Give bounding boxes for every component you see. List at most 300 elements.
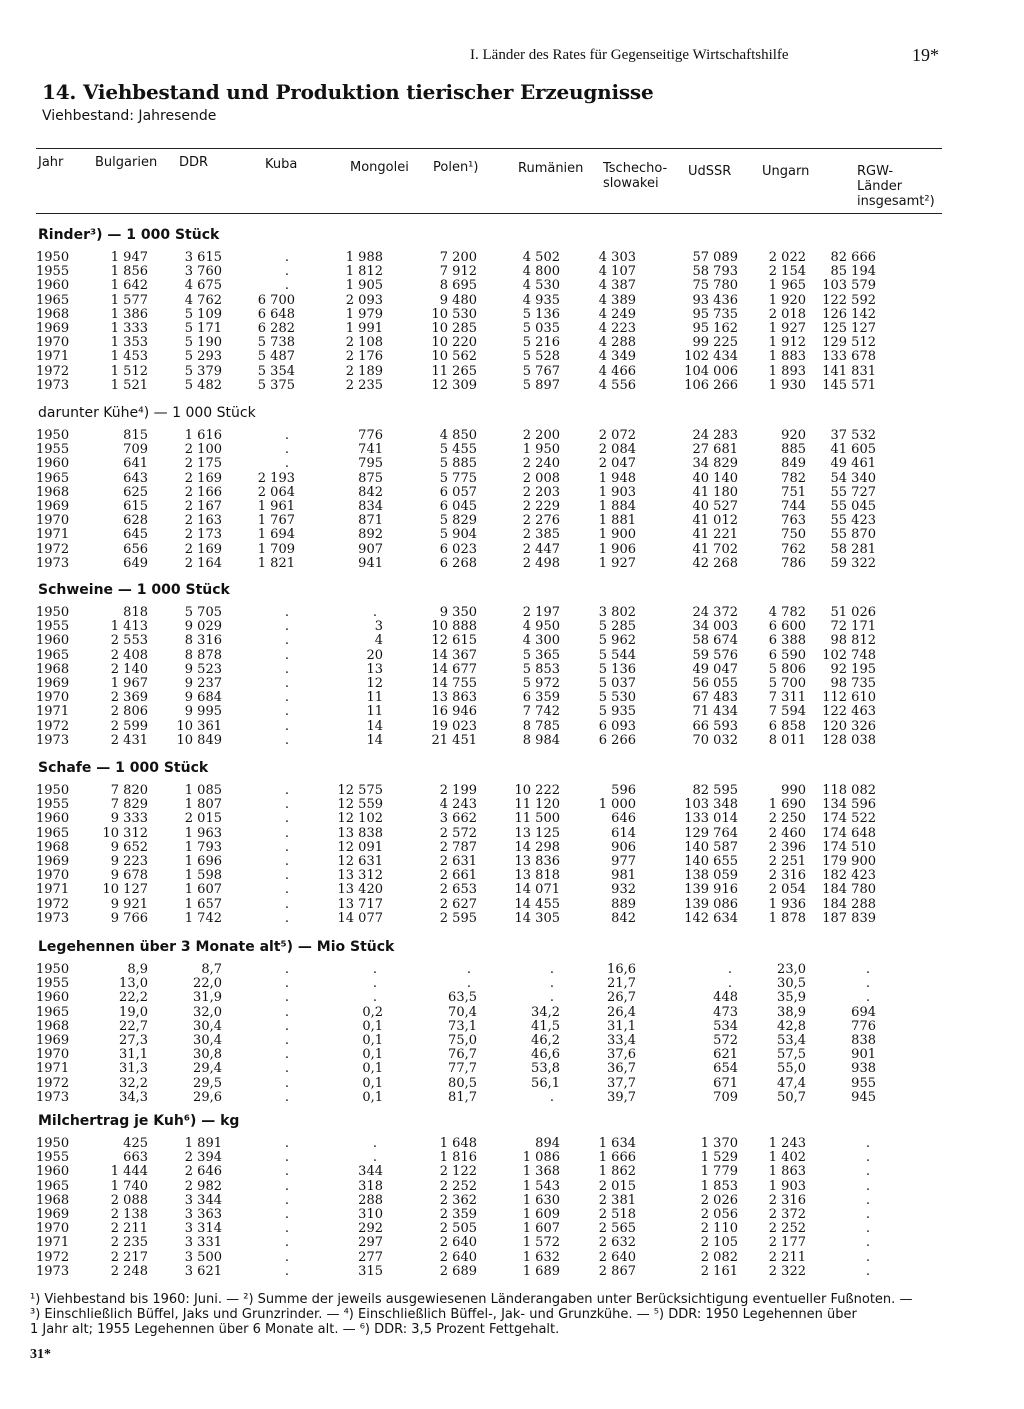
table-row	[0, 649, 1024, 663]
value-cell: 889	[611, 896, 636, 912]
value-cell: 795	[358, 456, 383, 472]
value-cell: 2 100	[184, 442, 222, 458]
year-cell: 1968	[36, 1018, 70, 1034]
value-cell: 2 359	[439, 1207, 477, 1222]
year-cell: 1968	[36, 839, 70, 855]
value-cell: 315	[358, 1263, 383, 1279]
value-cell: 2 173	[184, 527, 222, 543]
year-cell: 1973	[36, 555, 70, 571]
value-cell: .	[284, 619, 289, 635]
value-cell: 907	[358, 541, 383, 557]
value-cell: 0,1	[362, 1047, 383, 1063]
value-cell: 34 003	[692, 619, 738, 635]
year-cell: 1972	[36, 1249, 70, 1265]
value-cell: .	[284, 1164, 289, 1180]
value-cell: 318	[358, 1178, 383, 1194]
value-cell: 625	[123, 484, 148, 500]
value-cell: 1 086	[522, 1150, 560, 1166]
year-cell: 1971	[36, 349, 70, 365]
page-number: 19*	[912, 45, 939, 65]
value-cell: 2 026	[700, 1192, 738, 1208]
table-row	[0, 308, 1024, 322]
value-cell: 1 353	[110, 335, 148, 351]
value-cell: 37,6	[607, 1047, 636, 1063]
table-row	[0, 827, 1024, 841]
value-cell: 990	[781, 783, 806, 798]
year-cell: 1960	[36, 633, 70, 649]
column-header: Bulgarien	[95, 155, 158, 170]
value-cell: 55 870	[830, 527, 876, 543]
value-cell: .	[284, 1136, 289, 1151]
section-title: Rinder³) — 1 000 Stück	[38, 227, 220, 243]
table-row	[0, 1180, 1024, 1194]
value-cell: 2 787	[439, 839, 477, 855]
value-cell: 16,6	[607, 962, 636, 977]
value-cell: 2 599	[110, 718, 148, 734]
value-cell: 641	[123, 456, 148, 472]
value-cell: 614	[611, 825, 636, 841]
value-cell: .	[466, 962, 471, 977]
value-cell: 12 309	[431, 377, 477, 393]
value-cell: 2 199	[439, 783, 477, 798]
value-cell: 55,0	[777, 1061, 806, 1077]
value-cell: .	[284, 1249, 289, 1265]
value-cell: 76,7	[448, 1047, 477, 1063]
year-cell: 1950	[36, 783, 70, 798]
value-cell: 297	[358, 1235, 383, 1251]
value-cell: 29,5	[193, 1075, 222, 1091]
value-cell: 12	[366, 676, 383, 691]
table-row	[0, 1222, 1024, 1236]
value-cell: 1 965	[768, 278, 806, 294]
value-cell: 11	[366, 690, 383, 706]
value-cell: .	[284, 661, 289, 677]
value-cell: 140 587	[684, 839, 738, 855]
value-cell: 4 850	[439, 428, 477, 443]
value-cell: 32,2	[119, 1075, 148, 1091]
value-cell: 663	[123, 1150, 148, 1166]
value-cell: 1 930	[768, 377, 806, 393]
value-cell: 5 487	[257, 349, 295, 365]
value-cell: 141 831	[822, 363, 876, 379]
table-row	[0, 472, 1024, 486]
value-cell: 2 140	[110, 661, 148, 677]
table-row	[0, 251, 1024, 265]
column-header: RGW- Länder insgesamt²)	[857, 164, 935, 209]
value-cell: 2 631	[439, 854, 477, 869]
value-cell: 34 829	[692, 456, 738, 472]
value-cell: 0,1	[362, 1018, 383, 1034]
value-cell: 9 995	[184, 704, 222, 720]
value-cell: 184 288	[822, 896, 876, 912]
value-cell: .	[284, 676, 289, 691]
value-cell: .	[284, 962, 289, 977]
table-row	[0, 429, 1024, 443]
value-cell: 1 413	[110, 619, 148, 635]
value-cell: 11 120	[514, 797, 560, 813]
value-cell: .	[865, 990, 870, 1006]
table-row	[0, 350, 1024, 364]
year-cell: 1965	[36, 647, 70, 663]
value-cell: .	[865, 976, 870, 992]
table-row	[0, 784, 1024, 798]
value-cell: 174 522	[822, 811, 876, 827]
value-cell: 5 935	[598, 704, 636, 720]
value-cell: 1 862	[598, 1164, 636, 1180]
value-cell: 4 288	[598, 335, 636, 351]
value-cell: 645	[123, 527, 148, 543]
value-cell: 901	[851, 1047, 876, 1063]
header-top-rule	[36, 148, 942, 149]
value-cell: 2 197	[522, 605, 560, 620]
value-cell: 139 086	[684, 896, 738, 912]
year-cell: 1955	[36, 619, 70, 635]
value-cell: 26,4	[607, 1004, 636, 1020]
value-cell: 2 394	[184, 1150, 222, 1166]
year-cell: 1972	[36, 363, 70, 379]
table-row	[0, 1048, 1024, 1062]
value-cell: 138 059	[684, 868, 738, 884]
value-cell: 448	[713, 990, 738, 1006]
year-cell: 1969	[36, 676, 70, 691]
value-cell: 73,1	[448, 1018, 477, 1034]
value-cell: 10 285	[431, 321, 477, 336]
value-cell: 4 303	[598, 250, 636, 265]
value-cell: 5 190	[184, 335, 222, 351]
value-cell: 14 755	[431, 676, 477, 691]
value-cell: 2 806	[110, 704, 148, 720]
value-cell: 2 646	[184, 1164, 222, 1180]
value-cell: 35,9	[777, 990, 806, 1006]
value-cell: 8 695	[439, 278, 477, 294]
value-cell: 10 361	[176, 718, 222, 734]
year-cell: 1968	[36, 1192, 70, 1208]
value-cell: 6 023	[439, 541, 477, 557]
value-cell: 118 082	[822, 783, 876, 798]
value-cell: 649	[123, 555, 148, 571]
value-cell: 0,1	[362, 1033, 383, 1048]
value-cell: 1 961	[257, 499, 295, 514]
value-cell: 41,5	[531, 1018, 560, 1034]
value-cell: .	[284, 1150, 289, 1166]
value-cell: 842	[611, 910, 636, 926]
year-cell: 1972	[36, 718, 70, 734]
value-cell: 5 829	[439, 513, 477, 529]
value-cell: 145 571	[822, 377, 876, 393]
value-cell: 1 947	[110, 250, 148, 265]
year-cell: 1955	[36, 264, 70, 280]
value-cell: 621	[713, 1047, 738, 1063]
value-cell: 102 748	[822, 647, 876, 663]
value-cell: 6 858	[768, 718, 806, 734]
value-cell: 3 500	[184, 1249, 222, 1265]
value-cell: 1 085	[184, 783, 222, 798]
value-cell: 16 946	[431, 704, 477, 720]
section-title: Schweine — 1 000 Stück	[38, 582, 230, 598]
table-row	[0, 500, 1024, 514]
value-cell: 834	[358, 499, 383, 514]
value-cell: 0,1	[362, 1075, 383, 1091]
value-cell: 1 709	[257, 541, 295, 557]
value-cell: 1 881	[598, 513, 636, 529]
value-cell: 2 064	[257, 484, 295, 500]
value-cell: 344	[358, 1164, 383, 1180]
value-cell: 8 316	[184, 633, 222, 649]
value-cell: 27,3	[119, 1033, 148, 1048]
value-cell: 57 089	[692, 250, 738, 265]
value-cell: 13 818	[514, 868, 560, 884]
value-cell: 11 265	[431, 363, 477, 379]
value-cell: 1 948	[598, 470, 636, 486]
table-row	[0, 912, 1024, 926]
value-cell: 2 640	[598, 1249, 636, 1265]
value-cell: 98 735	[830, 676, 876, 691]
value-cell: 31,3	[119, 1061, 148, 1077]
value-cell: 906	[611, 839, 636, 855]
value-cell: 0,2	[362, 1004, 383, 1020]
value-cell: .	[372, 1150, 377, 1166]
table-row	[0, 869, 1024, 883]
year-cell: 1968	[36, 661, 70, 677]
value-cell: 288	[358, 1192, 383, 1208]
value-cell: 2 867	[598, 1263, 636, 1279]
value-cell: 1 979	[345, 306, 383, 322]
value-cell: 671	[713, 1075, 738, 1091]
value-cell: 2 252	[768, 1221, 806, 1237]
value-cell: 12 559	[337, 797, 383, 813]
value-cell: 4 556	[598, 377, 636, 393]
value-cell: .	[284, 1178, 289, 1194]
value-cell: 42 268	[692, 555, 738, 571]
value-cell: 14 298	[514, 839, 560, 855]
table-row	[0, 379, 1024, 393]
value-cell: 2 211	[768, 1249, 806, 1265]
year-cell: 1960	[36, 1164, 70, 1180]
value-cell: 10 220	[431, 335, 477, 351]
value-cell: 23,0	[777, 962, 806, 977]
value-cell: 2 193	[257, 470, 295, 486]
value-cell: 2 088	[110, 1192, 148, 1208]
value-cell: 2 177	[768, 1235, 806, 1251]
year-cell: 1971	[36, 704, 70, 720]
value-cell: 102 434	[684, 349, 738, 365]
table-row	[0, 528, 1024, 542]
value-cell: 815	[123, 428, 148, 443]
value-cell: 75 780	[692, 278, 738, 294]
value-cell: 42,8	[777, 1018, 806, 1034]
value-cell: 66 593	[692, 718, 738, 734]
value-cell: 10 222	[514, 783, 560, 798]
value-cell: .	[284, 839, 289, 855]
table-row	[0, 1194, 1024, 1208]
year-cell: 1960	[36, 456, 70, 472]
value-cell: 2 248	[110, 1263, 148, 1279]
value-cell: 31,1	[119, 1047, 148, 1063]
value-cell: 2 167	[184, 499, 222, 514]
value-cell: 4 782	[768, 605, 806, 620]
value-cell: 2 498	[522, 555, 560, 571]
value-cell: 2 640	[439, 1249, 477, 1265]
value-cell: 19,0	[119, 1004, 148, 1020]
value-cell: 2 381	[598, 1192, 636, 1208]
value-cell: .	[865, 1249, 870, 1265]
value-cell: 12 575	[337, 783, 383, 798]
value-cell: 1 884	[598, 499, 636, 514]
value-cell: 8,9	[127, 962, 148, 977]
value-cell: 120 326	[822, 718, 876, 734]
table-row	[0, 486, 1024, 500]
section-title: Schafe — 1 000 Stück	[38, 760, 209, 776]
value-cell: 2 276	[522, 513, 560, 529]
value-cell: .	[284, 797, 289, 813]
year-cell: 1969	[36, 499, 70, 514]
value-cell: 894	[535, 1136, 560, 1151]
value-cell: 10 888	[431, 619, 477, 635]
year-cell: 1973	[36, 1089, 70, 1105]
value-cell: 955	[851, 1075, 876, 1091]
value-cell: 31,1	[607, 1018, 636, 1034]
value-cell: 174 510	[822, 839, 876, 855]
value-cell: .	[284, 250, 289, 265]
value-cell: 5 530	[598, 690, 636, 706]
value-cell: 10 127	[102, 882, 148, 898]
value-cell: 5 216	[522, 335, 560, 351]
value-cell: .	[284, 910, 289, 926]
value-cell: 4 935	[522, 292, 560, 308]
year-cell: 1970	[36, 868, 70, 884]
value-cell: 7 311	[768, 690, 806, 706]
value-cell: 10 562	[431, 349, 477, 365]
value-cell: 2 189	[345, 363, 383, 379]
table-row	[0, 1165, 1024, 1179]
footnote-line: ³) Einschließlich Büffel, Jaks und Grunzrinder. — ⁴) Einschließlich Büffel-, Jak- und Grunzkühe. — ⁵) DDR: 1950 Legehennen über	[30, 1307, 857, 1322]
value-cell: .	[865, 962, 870, 977]
value-cell: 47,4	[777, 1075, 806, 1091]
value-cell: 30,4	[193, 1033, 222, 1048]
value-cell: 818	[123, 605, 148, 620]
value-cell: 41 605	[830, 442, 876, 458]
value-cell: 1 779	[700, 1164, 738, 1180]
value-cell: 9 223	[110, 854, 148, 869]
value-cell: 12 102	[337, 811, 383, 827]
value-cell: 2 082	[700, 1249, 738, 1265]
value-cell: .	[284, 647, 289, 663]
value-cell: 5 806	[768, 661, 806, 677]
value-cell: 1 821	[257, 555, 295, 571]
value-cell: .	[284, 976, 289, 992]
value-cell: 6 057	[439, 484, 477, 500]
value-cell: 2 595	[439, 910, 477, 926]
value-cell: .	[284, 783, 289, 798]
value-cell: 2 203	[522, 484, 560, 500]
value-cell: 2 362	[439, 1192, 477, 1208]
value-cell: 2 122	[439, 1164, 477, 1180]
value-cell: 709	[123, 442, 148, 458]
value-cell: 1 386	[110, 306, 148, 322]
value-cell: 885	[781, 442, 806, 458]
value-cell: 2 251	[768, 854, 806, 869]
year-cell: 1971	[36, 1061, 70, 1077]
value-cell: 1 878	[768, 910, 806, 926]
value-cell: 19 023	[431, 718, 477, 734]
value-cell: .	[284, 605, 289, 620]
table-row	[0, 898, 1024, 912]
value-cell: 1 856	[110, 264, 148, 280]
value-cell: 6 045	[439, 499, 477, 514]
value-cell: 871	[358, 513, 383, 529]
year-cell: 1965	[36, 1004, 70, 1020]
year-cell: 1950	[36, 962, 70, 977]
value-cell: .	[284, 264, 289, 280]
value-cell: 5 375	[257, 377, 295, 393]
table-row	[0, 634, 1024, 648]
value-cell: 2 408	[110, 647, 148, 663]
value-cell: .	[466, 976, 471, 992]
footnote-line: 1 Jahr alt; 1955 Legehennen über 6 Monate alt. — ⁶) DDR: 3,5 Prozent Fettgehalt.	[30, 1322, 560, 1337]
value-cell: 3 802	[598, 605, 636, 620]
value-cell: .	[284, 1047, 289, 1063]
value-cell: 2 138	[110, 1207, 148, 1222]
value-cell: 1 642	[110, 278, 148, 294]
value-cell: 2 385	[522, 527, 560, 543]
value-cell: 2 200	[522, 428, 560, 443]
value-cell: 932	[611, 882, 636, 898]
year-cell: 1973	[36, 910, 70, 926]
value-cell: 1 742	[184, 910, 222, 926]
value-cell: 1 967	[110, 676, 148, 691]
value-cell: .	[284, 896, 289, 912]
value-cell: 2 093	[345, 292, 383, 308]
table-row	[0, 720, 1024, 734]
value-cell: 4	[374, 633, 383, 649]
value-cell: .	[865, 1235, 870, 1251]
table-row	[0, 1091, 1024, 1105]
value-cell: 838	[851, 1033, 876, 1048]
year-cell: 1973	[36, 1263, 70, 1279]
value-cell: 139 916	[684, 882, 738, 898]
value-cell: 5 035	[522, 321, 560, 336]
value-cell: .	[284, 825, 289, 841]
value-cell: 29,4	[193, 1061, 222, 1077]
value-cell: 5 897	[522, 377, 560, 393]
value-cell: .	[284, 1018, 289, 1034]
value-cell: 1 634	[598, 1136, 636, 1151]
value-cell: .	[549, 962, 554, 977]
table-row	[0, 691, 1024, 705]
table-row	[0, 543, 1024, 557]
value-cell: 187 839	[822, 910, 876, 926]
value-cell: 30,4	[193, 1018, 222, 1034]
value-cell: 37,7	[607, 1075, 636, 1091]
value-cell: 776	[851, 1018, 876, 1034]
year-cell: 1969	[36, 854, 70, 869]
value-cell: 2 161	[700, 1263, 738, 1279]
value-cell: 615	[123, 499, 148, 514]
year-cell: 1955	[36, 797, 70, 813]
value-cell: 13 838	[337, 825, 383, 841]
table-row	[0, 336, 1024, 350]
value-cell: 3 662	[439, 811, 477, 827]
section-title: darunter Kühe⁴) — 1 000 Stück	[38, 405, 256, 421]
value-cell: 1 444	[110, 1164, 148, 1180]
year-cell: 1955	[36, 976, 70, 992]
value-cell: 0,1	[362, 1061, 383, 1077]
value-cell: 38,9	[777, 1004, 806, 1020]
value-cell: 2 396	[768, 839, 806, 855]
value-cell: 54 340	[830, 470, 876, 486]
year-cell: 1970	[36, 335, 70, 351]
year-cell: 1968	[36, 484, 70, 500]
